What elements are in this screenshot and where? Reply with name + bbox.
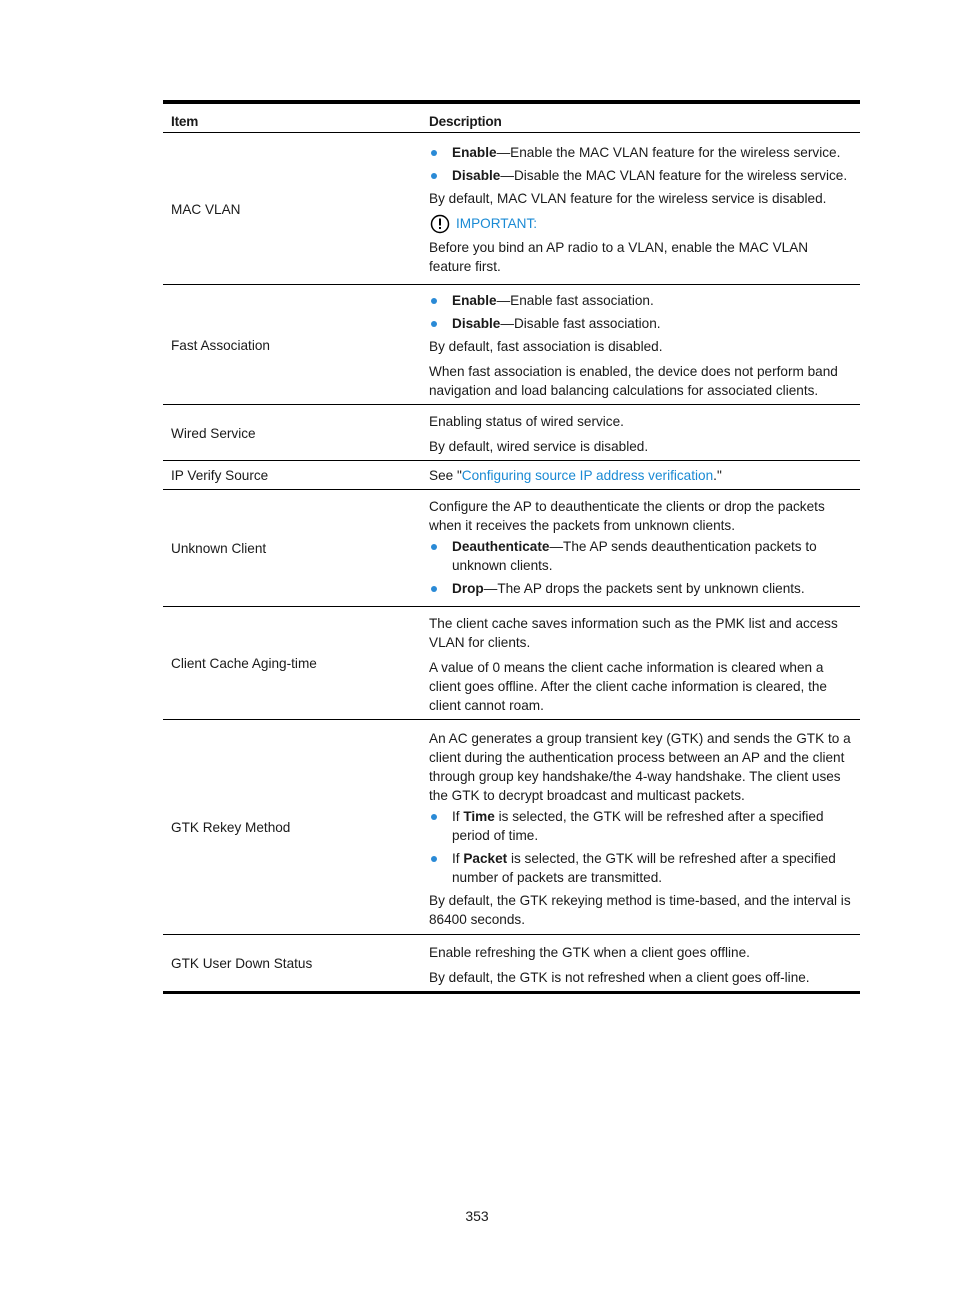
option-text: —Disable fast association. — [500, 315, 661, 331]
description-text: The client cache saves information such as the PMK list and access VLAN for clients. — [429, 616, 838, 650]
table-row — [163, 405, 860, 461]
table-row — [163, 490, 860, 607]
option-term: Packet — [463, 850, 508, 866]
important-label: IMPORTANT: — [456, 216, 538, 231]
option-prefix: If — [452, 808, 464, 824]
option-text: —Enable fast association. — [496, 292, 654, 308]
item-cell: Fast Association — [163, 285, 421, 405]
header-item: Item — [163, 102, 421, 133]
option-text: —Disable the MAC VLAN feature for the wireless service. — [500, 167, 848, 183]
bullet-icon — [431, 298, 437, 304]
option-list — [429, 143, 852, 185]
list-item — [429, 807, 852, 845]
bullet-icon — [431, 544, 437, 550]
important-text: Before you bind an AP radio to a VLAN, enable the MAC VLAN feature first. — [429, 239, 809, 274]
default-note: By default, the GTK is not refreshed when a client goes off-line. — [429, 969, 810, 985]
description-cell — [421, 133, 860, 285]
description-text: An AC generates a group transient key (GTK) and sends the GTK to a client during the authentication process between an AP and the client through group key handshake/the 4-way handshake. The client uses the GTK to decrypt broadcast and multicast packets. — [429, 730, 851, 803]
description-text: Enable refreshing the GTK when a client goes offline. — [429, 944, 750, 960]
description-cell — [421, 720, 860, 935]
description-cell — [421, 461, 860, 490]
description-cell — [421, 405, 860, 461]
option-text: is selected, the GTK will be refreshed after a specified period of time. — [452, 808, 824, 843]
list-item — [429, 291, 852, 310]
item-cell: Unknown Client — [163, 490, 421, 607]
option-term: Drop — [452, 581, 484, 596]
list-item — [429, 314, 852, 333]
option-term: Disable — [452, 167, 501, 183]
item-cell: GTK Rekey Method — [163, 720, 421, 935]
option-text: —The AP drops the packets sent by unknown clients. — [483, 581, 805, 596]
option-text: is selected, the GTK will be refreshed after a specified number of packets are transmitted. — [452, 850, 836, 885]
table-row — [163, 285, 860, 405]
description-text: Enabling status of wired service. — [429, 414, 624, 429]
option-text: —Enable the MAC VLAN feature for the wireless service. — [496, 144, 841, 160]
list-item — [429, 143, 852, 162]
table-row — [163, 935, 860, 993]
bullet-icon — [431, 814, 437, 820]
cross-reference-link[interactable]: Configuring source IP address verification — [461, 468, 714, 483]
option-prefix: If — [452, 850, 464, 866]
description-cell — [421, 285, 860, 405]
list-item — [429, 849, 852, 887]
description-cell — [421, 607, 860, 720]
item-cell: MAC VLAN — [163, 133, 421, 285]
option-term: Time — [463, 808, 495, 824]
option-term: Disable — [452, 315, 501, 331]
list-item — [429, 537, 852, 575]
item-cell: GTK User Down Status — [163, 935, 421, 993]
bullet-icon — [431, 150, 437, 156]
item-cell: Wired Service — [163, 405, 421, 461]
description-text: Configure the AP to deauthenticate the clients or drop the packets when it receives the packets from unknown clients. — [429, 499, 825, 533]
default-note: By default, the GTK rekeying method is time-based, and the interval is 86400 seconds. — [429, 892, 851, 927]
important-icon — [429, 214, 451, 234]
parameter-table — [163, 100, 860, 994]
option-text: —The AP sends deauthentication packets to unknown clients. — [452, 539, 817, 573]
table-row — [163, 607, 860, 720]
description-text: When fast association is enabled, the device does not perform band navigation and load balancing calculations for associated clients. — [429, 363, 838, 398]
table-header-row — [163, 102, 860, 133]
option-list — [429, 291, 852, 333]
bullet-icon — [431, 586, 437, 592]
default-note: By default, wired service is disabled. — [429, 439, 649, 454]
bullet-icon — [431, 856, 437, 862]
option-term: Deauthenticate — [452, 539, 550, 554]
table-row — [163, 720, 860, 935]
see-prefix: See " — [429, 468, 462, 483]
option-list — [429, 807, 852, 887]
item-cell: Client Cache Aging-time — [163, 607, 421, 720]
option-term: Enable — [452, 144, 497, 160]
table-row — [163, 133, 860, 285]
option-term: Enable — [452, 292, 497, 308]
list-item — [429, 166, 852, 185]
table-row — [163, 461, 860, 490]
description-cell — [421, 935, 860, 993]
default-note: By default, MAC VLAN feature for the wireless service is disabled. — [429, 190, 827, 206]
bullet-icon — [431, 173, 437, 179]
header-description: Description — [421, 102, 860, 133]
bullet-icon — [431, 321, 437, 327]
list-item — [429, 579, 852, 598]
page-number: 353 — [465, 1208, 489, 1224]
description-cell — [421, 490, 860, 607]
description-text: A value of 0 means the client cache information is cleared when a client goes offline. After the client cache information is cleared, the client cannot roam. — [429, 660, 827, 713]
default-note: By default, fast association is disabled. — [429, 338, 663, 354]
item-cell: IP Verify Source — [163, 461, 421, 490]
see-suffix: ." — [713, 468, 722, 483]
important-callout — [429, 214, 852, 234]
option-list — [429, 537, 852, 598]
